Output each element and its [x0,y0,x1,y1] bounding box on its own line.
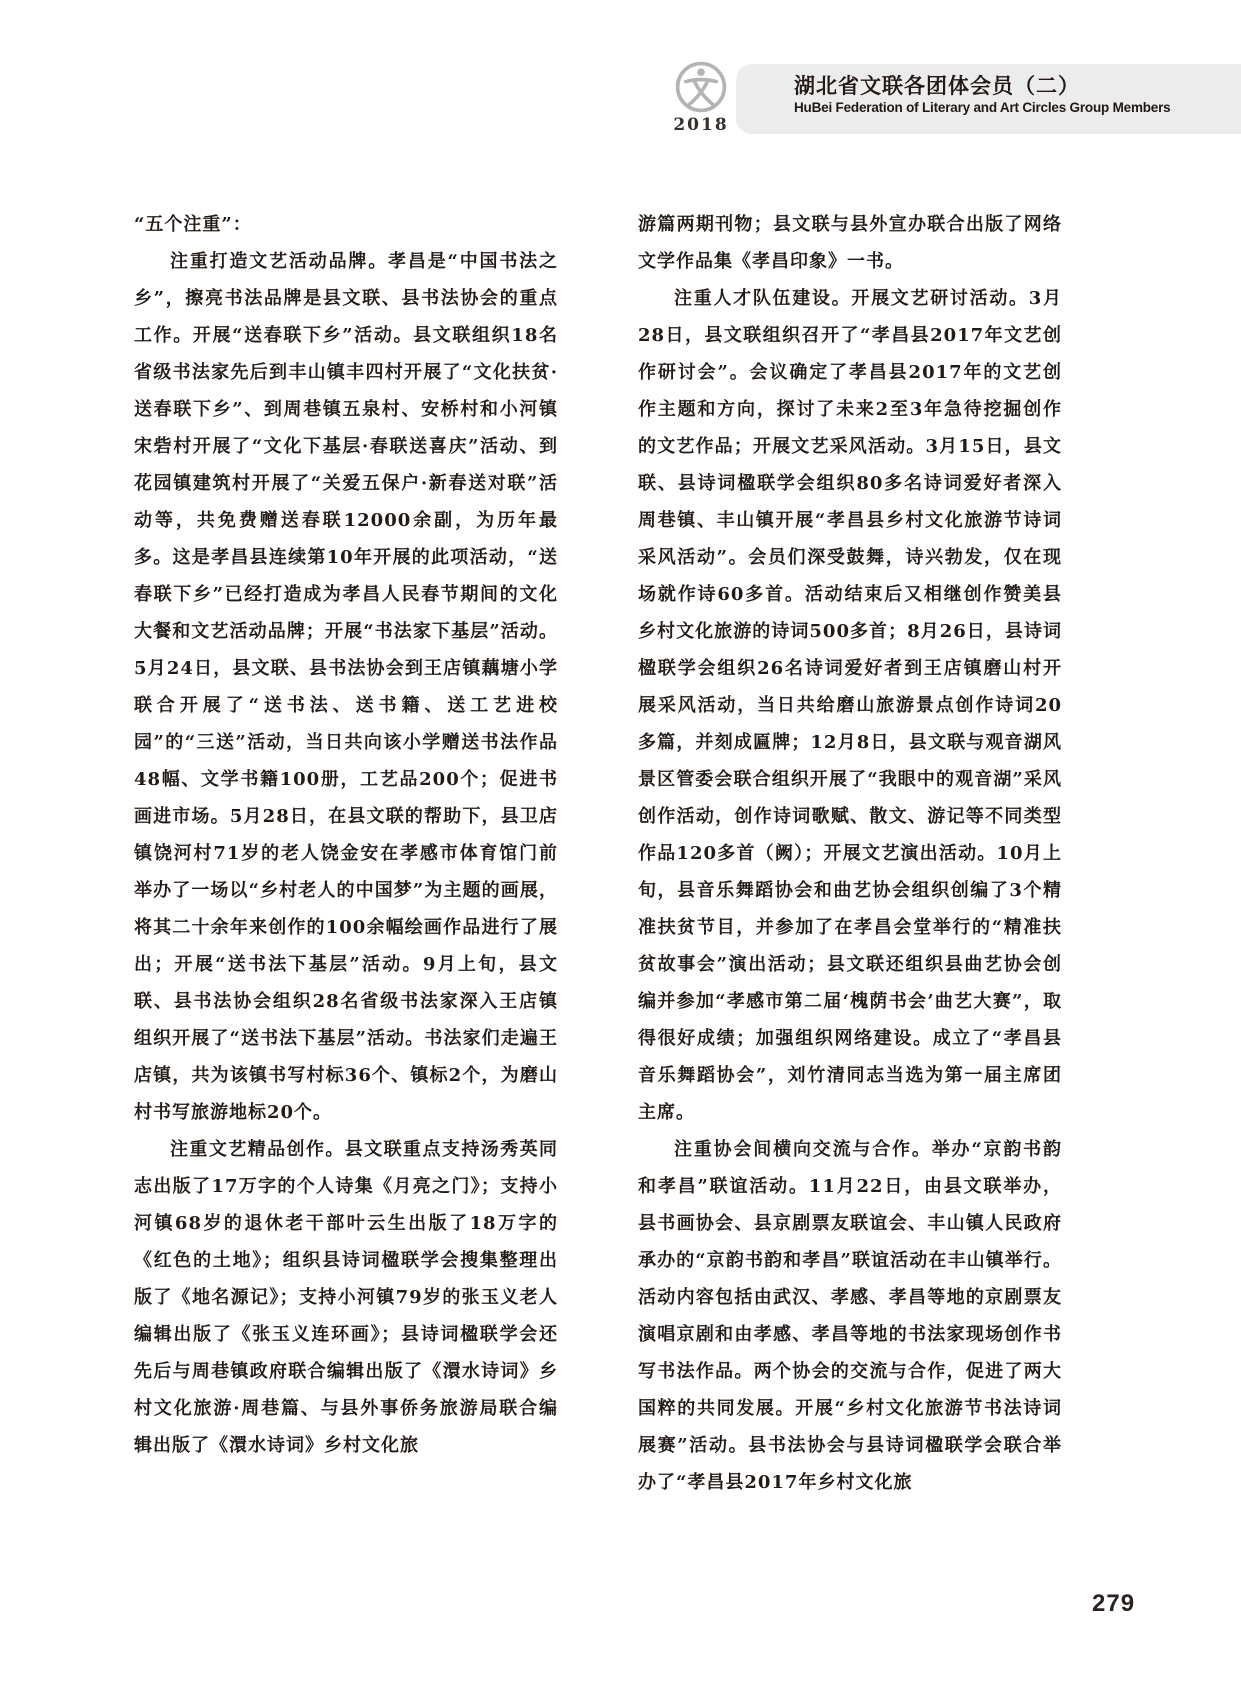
page-title: 湖北省文联各团体会员（二） [794,74,1080,98]
emblem-icon [674,60,728,114]
paragraph: 注重打造文艺活动品牌。孝昌是“中国书法之乡”，擦亮书法品牌是县文联、县书法协会的重点工作。开展“送春联下乡”活动。县文联组织18名省级书法家先后到丰山镇丰四村开展了“文化扶贫·送春联下乡”、到周巷镇五泉村、安桥村和小河镇宋砦村开展了“文化下基层·春联送喜庆”活动、到花园镇建筑村开展了“关爱五保户·新春送对联”活动等，共免费赠送春联12000余副，为历年最多。这是孝昌县连续第10年开展的此项活动，“送春联下乡”已经打造成为孝昌人民春节期间的文化大餐和文艺活动品牌；开展“书法家下基层”活动。5月24日，县文联、县书法协会到王店镇藕塘小学联合开展了“送书法、送书籍、送工艺进校园”的“三送”活动，当日共向该小学赠送书法作品48幅、文学书籍100册，工艺品200个；促进书画进市场。5月28日，在县文联的帮助下，县卫店镇饶河村71岁的老人饶金安在孝感市体育馆门前举办了一场以“乡村老人的中国梦”为主题的画展，将其二十余年来创作的100余幅绘画作品进行了展出；开展“送书法下基层”活动。9月上旬，县文联、县书法协会组织28名省级书法家深入王店镇组织开展了“送书法下基层”活动。书法家们走遍王店镇，共为该镇书写村标36个、镇标2个，为磨山村书写旅游地标20个。 [134,251,558,1123]
paragraph: “五个注重”： [134,214,252,235]
page-number: 279 [1092,1590,1136,1617]
federation-logo [668,60,734,135]
paragraph: 注重协会间横向交流与合作。举办“京韵书韵和孝昌”联谊活动。11月22日，由县文联举办，县书画协会、县京剧票友联谊会、丰山镇人民政府承办的“京韵书韵和孝昌”联谊活动在丰山镇举行。活动内容包括由武汉、孝感、孝昌等地的京剧票友演唱京剧和由孝感、孝昌等地的书法家现场创作书写书法作品。两个协会的交流与合作，促进了两大国粹的共同发展。开展“乡村文化旅游节书法诗词展赛”活动。县书法协会与县诗词楹联学会联合举办了“孝昌县2017年乡村文化旅 [638,1139,1062,1493]
paragraph: 注重人才队伍建设。开展文艺研讨活动。3月28日，县文联组织召开了“孝昌县2017年文艺创作研讨会”。会议确定了孝昌县2017年的文艺创作主题和方向，探讨了未来2至3年急待挖掘创作的文艺作品；开展文艺采风活动。3月15日，县文联、县诗词楹联学会组织80多名诗词爱好者深入周巷镇、丰山镇开展“孝昌县乡村文化旅游节诗词采风活动”。会员们深受鼓舞，诗兴勃发，仅在现场就作诗60多首。活动结束后又相继创作赞美县乡村文化旅游的诗词500多首；8月26日，县诗词楹联学会组织26名诗词爱好者到王店镇磨山村开展采风活动，当日共给磨山旅游景点创作诗词20多篇，并刻成匾牌；12月8日，县文联与观音湖风景区管委会联合组织开展了“我眼中的观音湖”采风创作活动，创作诗词歌赋、散文、游记等不同类型作品120多首（阙）；开展文艺演出活动。10月上旬，县音乐舞蹈协会和曲艺协会组织创编了3个精准扶贫节目，并参加了在孝昌会堂举行的“精准扶贫故事会”演出活动；县文联还组织县曲艺协会创编并参加“孝感市第二届‘槐荫书会’曲艺大赛”，取得很好成绩；加强组织网络建设。成立了“孝昌县音乐舞蹈协会”，刘竹清同志当选为第一届主席团主席。 [638,288,1062,1123]
paragraph: 游篇两期刊物；县文联与县外宣办联合出版了网络文学作品集《孝昌印象》一书。 [638,214,1062,272]
header-banner [736,64,1241,134]
text-column-left [134,206,558,1506]
page-subtitle: HuBei Federation of Literary and Art Circles Group Members [794,100,1171,115]
text-column-right [638,206,1062,1506]
paragraph: 注重文艺精品创作。县文联重点支持汤秀英同志出版了17万字的个人诗集《月亮之门》；支持小河镇68岁的退休老干部叶云生出版了18万字的《红色的土地》；组织县诗词楹联学会搜集整理出版了《地名源记》；支持小河镇79岁的张玉义老人编辑出版了《张玉义连环画》；县诗词楹联学会还先后与周巷镇政府联合编辑出版了《澴水诗词》乡村文化旅游·周巷篇、与县外事侨务旅游局联合编辑出版了《澴水诗词》乡村文化旅 [134,1139,558,1456]
logo-year: 2018 [673,115,729,135]
